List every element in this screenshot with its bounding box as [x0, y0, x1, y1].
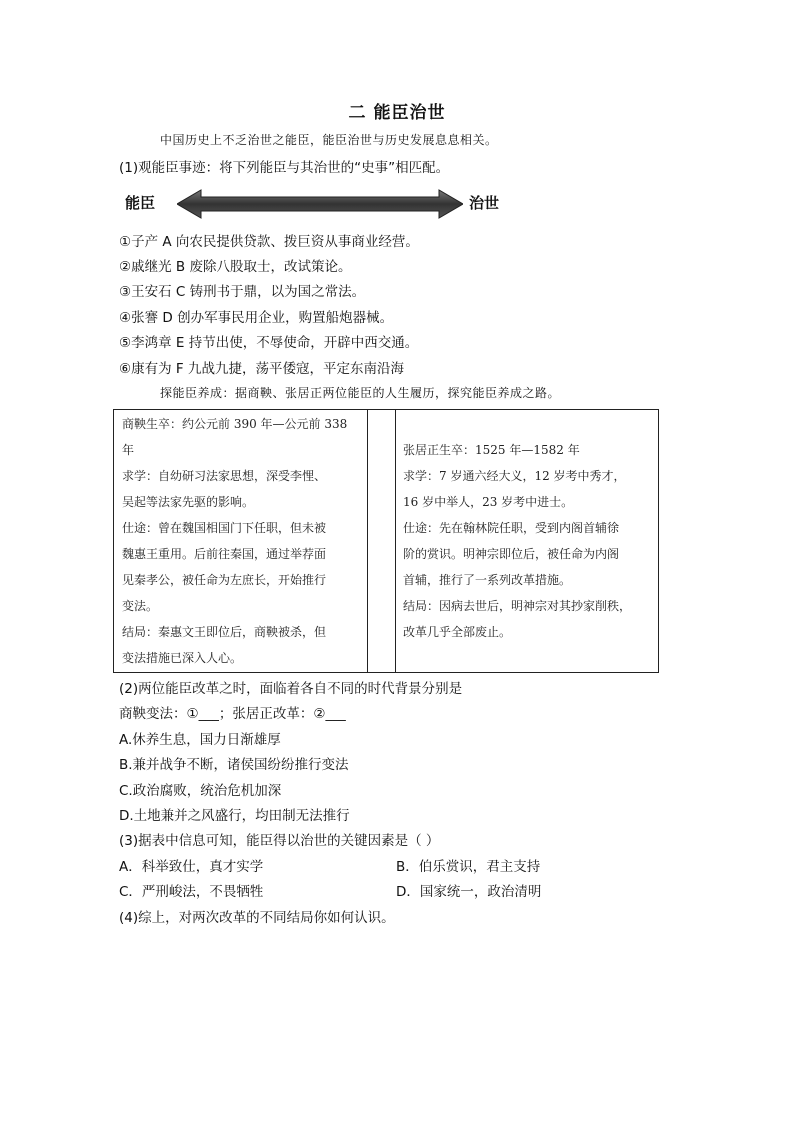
table-line: 仕途：先在翰林院任职，受到内阁首辅徐 [403, 521, 620, 535]
shang-yang-cell [122, 411, 364, 671]
arrow-left-label: 能臣 [125, 194, 156, 212]
q3-option-a: A．科举致仕，真才实学 [119, 859, 264, 875]
q2-blanks: 商鞅变法：①___；张居正改革：②___ [119, 706, 346, 722]
table-line: 变法措施已深入人心。 [122, 651, 243, 665]
q2-option: D.土地兼并之风盛行，均田制无法推行 [119, 808, 350, 824]
match-arrow [119, 186, 539, 222]
q2-option: B.兼并战争不断，诸侯国纷纷推行变法 [119, 757, 349, 773]
match-item: ①子产 A 向农民提供贷款、拨巨资从事商业经营。 [119, 234, 419, 250]
table-line: 16 岁中举人，23 岁考中进士。 [403, 495, 574, 509]
table-line: 阶的赏识。明神宗即位后，被任命为内阁 [403, 547, 620, 561]
table-line: 结局：因病去世后，明神宗对其抄家削秩， [403, 599, 632, 613]
arrow-right-label: 治世 [469, 194, 500, 212]
q3-option-d: D．国家统一，政治清明 [396, 884, 542, 900]
section-title: 二 能臣治世 [348, 103, 446, 123]
q3-option-b: B．伯乐赏识，君主支持 [396, 859, 541, 875]
intro-text: 中国历史上不乏治世之能臣，能臣治世与历史发展息息相关。 [160, 133, 498, 147]
table-line: 商鞅生卒：约公元前 390 年—公元前 338 [122, 417, 348, 431]
q2-prompt: (2)两位能臣改革之时，面临着各自不同的时代背景分别是 [119, 681, 463, 697]
q3-option-c: C．严刑峻法，不畏牺牲 [119, 884, 264, 900]
table-line: 张居正生卒：1525 年—1582 年 [403, 443, 580, 457]
q1-prompt: (1)观能臣事迹：将下列能臣与其治世的“史事”相匹配。 [119, 160, 450, 176]
match-item: ⑥康有为 F 九战九捷，荡平倭寇，平定东南沿海 [119, 361, 404, 377]
table-line: 年 [122, 443, 135, 457]
table-line: 变法。 [122, 599, 159, 613]
table-line: 结局：秦惠文王即位后，商鞅被杀，但 [122, 625, 327, 639]
biography-table [113, 409, 659, 673]
match-item: ⑤李鸿章 E 持节出使，不辱使命，开辟中西交通。 [119, 335, 419, 351]
q2-option: A.休养生息，国力日渐雄厚 [119, 732, 281, 748]
table-line: 吴起等法家先驱的影响。 [122, 495, 255, 509]
match-item: ②戚继光 B 废除八股取士，改试策论。 [119, 259, 352, 275]
double-arrow-icon [177, 189, 463, 219]
table-line: 首辅，推行了一系列改革措施。 [403, 573, 572, 587]
table-line: 求学：自幼研习法家思想，深受李悝、 [122, 469, 327, 483]
table-line: 改革几乎全部废止。 [403, 625, 512, 639]
table-line: 求学：7 岁通六经大义，12 岁考中秀才， [403, 469, 626, 483]
q4-prompt: (4)综上，对两次改革的不同结局你如何认识。 [119, 910, 395, 926]
table-line: 见秦孝公，被任命为左庶长，开始推行 [122, 573, 327, 587]
match-item: ④张謇 D 创办军事民用企业，购置船炮器械。 [119, 310, 394, 326]
table-line: 仕途：曾在魏国相国门下任职，但未被 [122, 521, 327, 535]
q3-prompt: (3)据表中信息可知，能臣得以治世的关键因素是（ ） [119, 833, 440, 849]
match-item: ③王安石 C 铸刑书于鼎，以为国之常法。 [119, 284, 366, 300]
subheading: 探能臣养成：据商鞅、张居正两位能臣的人生履历，探究能臣养成之路。 [160, 386, 561, 400]
zhang-juzheng-cell [403, 437, 655, 645]
q2-option: C.政治腐败，统治危机加深 [119, 783, 282, 799]
column-divider [367, 410, 368, 672]
column-divider [395, 410, 396, 672]
table-line: 魏惠王重用。后前往秦国，通过举荐面 [122, 547, 327, 561]
